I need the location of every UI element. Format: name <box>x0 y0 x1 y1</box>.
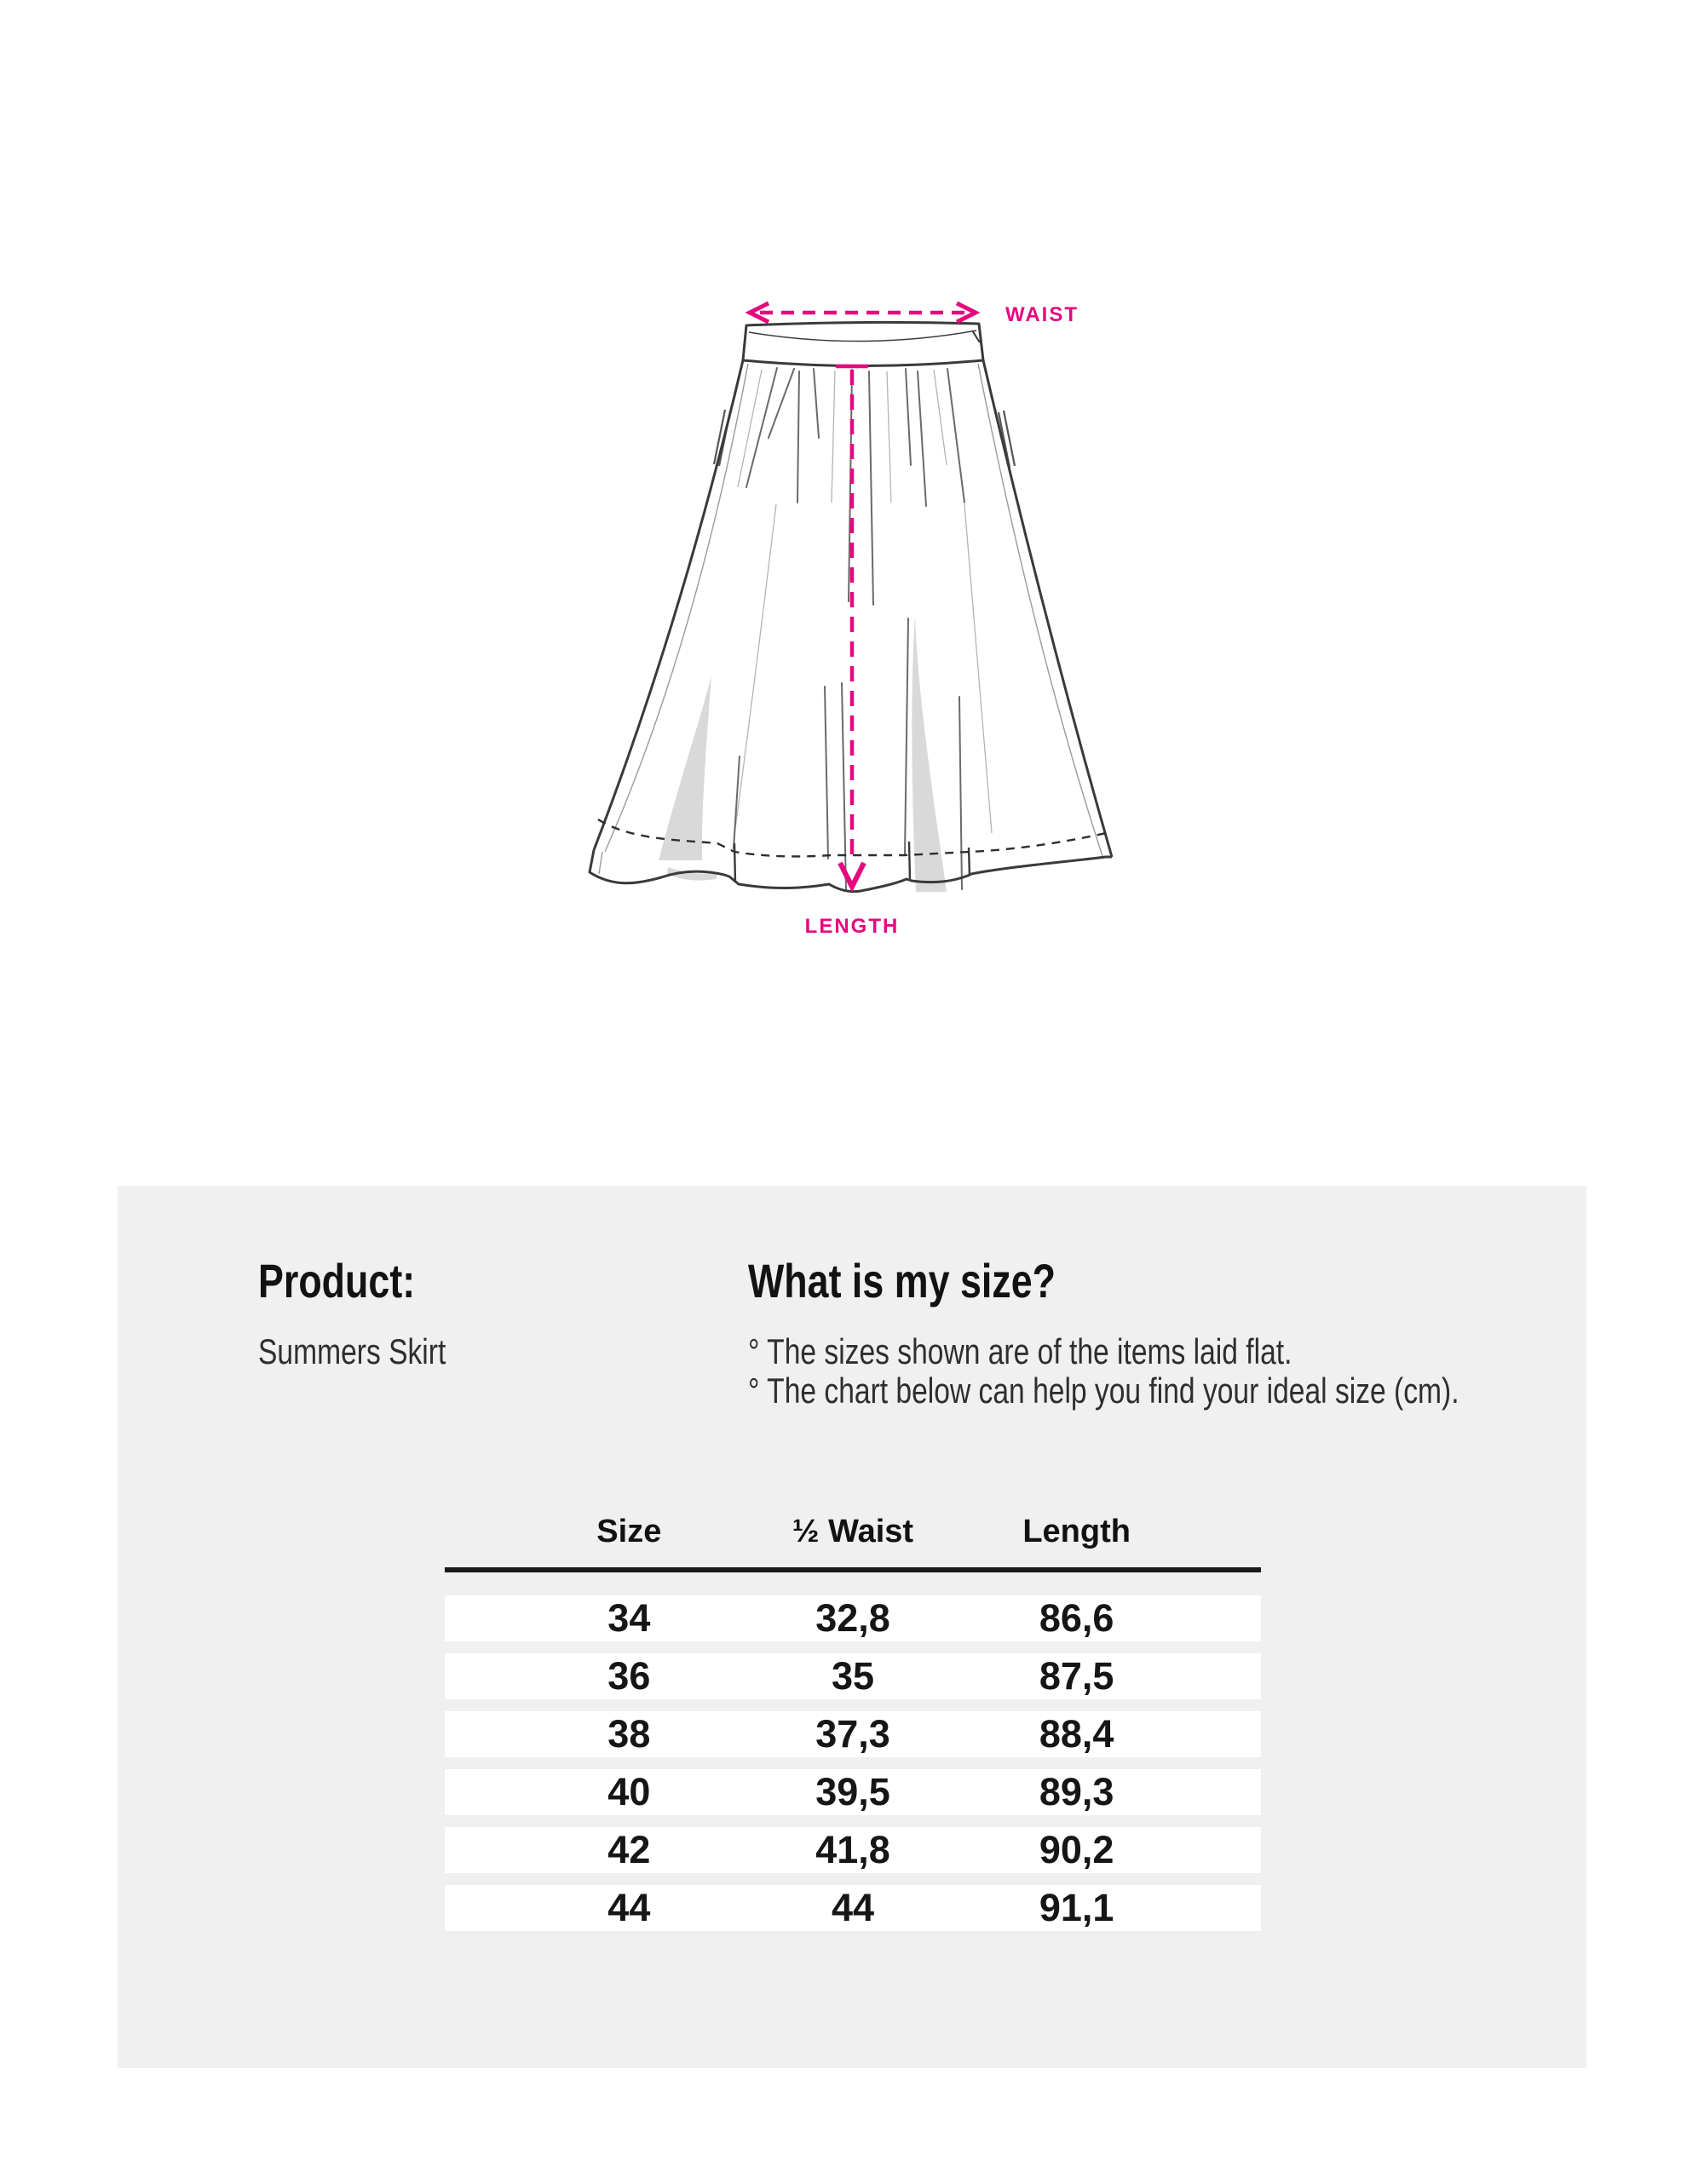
product-heading: Product: <box>258 1254 416 1308</box>
table-row <box>445 1769 1261 1815</box>
cell-length: 88,4 <box>1039 1712 1114 1756</box>
cell-waist: 32,8 <box>815 1596 890 1640</box>
cell-size: 38 <box>607 1712 651 1756</box>
sizing-notes <box>748 1332 1459 1411</box>
table-header-rule <box>445 1567 1261 1572</box>
table-row <box>445 1711 1261 1757</box>
table-row <box>445 1595 1261 1641</box>
size-guide-panel <box>118 1186 1586 2068</box>
cell-size: 42 <box>607 1828 651 1871</box>
cell-length: 89,3 <box>1039 1770 1114 1813</box>
waist-label: WAIST <box>1005 303 1079 326</box>
table-row <box>445 1653 1261 1699</box>
cell-length: 90,2 <box>1039 1828 1114 1871</box>
table-row <box>445 1827 1261 1873</box>
cell-length: 87,5 <box>1039 1654 1114 1698</box>
sizing-note: ° The chart below can help you find your ideal size (cm). <box>748 1371 1459 1411</box>
cell-waist: 37,3 <box>815 1712 890 1756</box>
skirt-drawing <box>579 298 1142 945</box>
sizing-heading: What is my size? <box>748 1254 1056 1308</box>
sizing-note: ° The sizes shown are of the items laid flat. <box>748 1331 1292 1371</box>
length-label: LENGTH <box>804 915 900 938</box>
cell-size: 40 <box>607 1770 651 1813</box>
size-table <box>445 1508 1261 1931</box>
column-header-waist: ½ Waist <box>792 1513 914 1549</box>
cell-waist: 35 <box>831 1654 875 1698</box>
measurement-arrows <box>750 303 976 887</box>
product-name: Summers Skirt <box>258 1331 446 1371</box>
size-table-header <box>445 1508 1261 1555</box>
skirt-shading <box>659 615 947 892</box>
cell-waist: 41,8 <box>815 1828 890 1871</box>
skirt-figure <box>579 298 1142 945</box>
table-row <box>445 1885 1261 1931</box>
cell-size: 36 <box>607 1654 651 1698</box>
skirt-faint-pleats <box>734 370 992 842</box>
size-table-body <box>445 1595 1261 1931</box>
column-header-size: Size <box>596 1513 662 1549</box>
cell-waist: 39,5 <box>815 1770 890 1813</box>
cell-waist: 44 <box>831 1886 875 1929</box>
column-header-length: Length <box>1022 1513 1131 1549</box>
cell-size: 34 <box>607 1596 651 1640</box>
cell-length: 86,6 <box>1039 1596 1114 1640</box>
cell-size: 44 <box>607 1886 651 1929</box>
cell-length: 91,1 <box>1039 1886 1114 1929</box>
